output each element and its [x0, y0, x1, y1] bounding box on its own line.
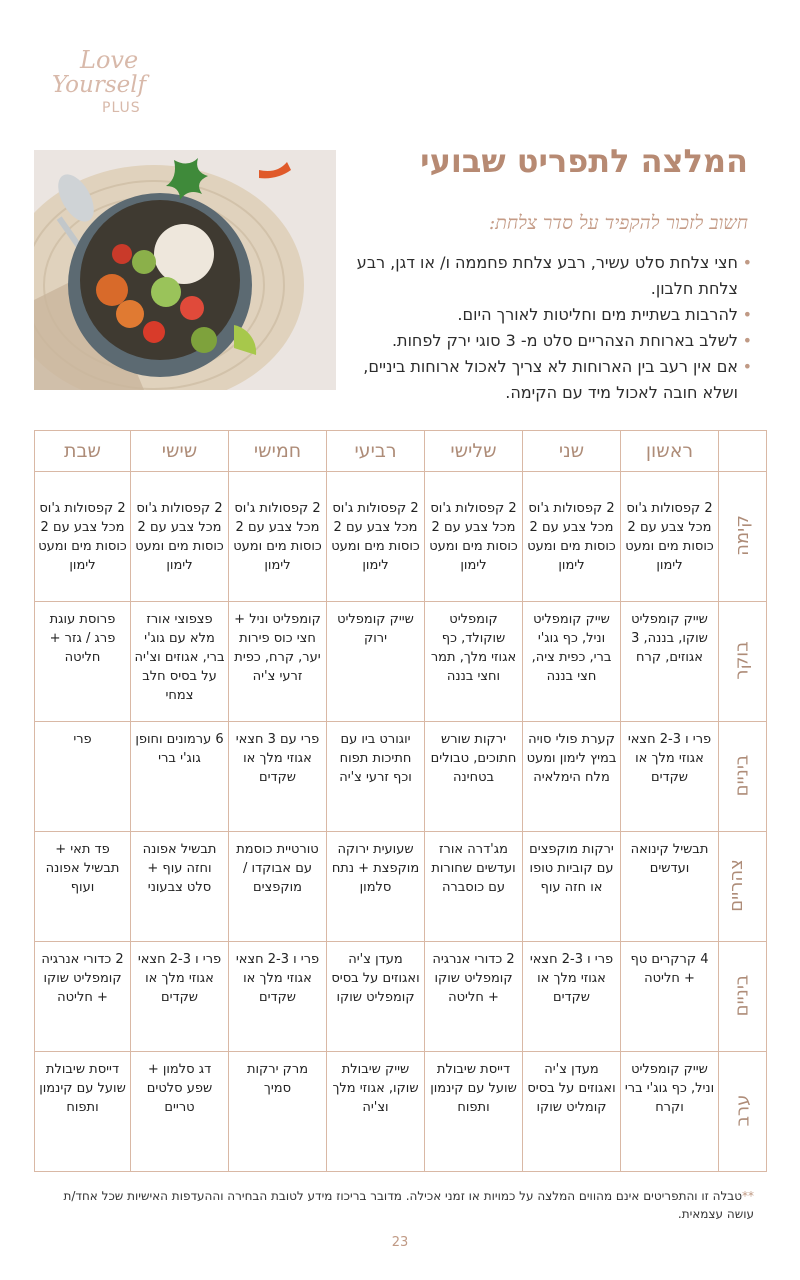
table-cell: שייק קומפליט שוקו, בננה, 3 אגוזים, קרח [621, 602, 719, 722]
table-cell: 2 קפסולות ג'וס מכל צבע עם 2 כוסות מים ומעט לימון [229, 472, 327, 602]
day-header: שבת [35, 431, 131, 472]
days-header-row [35, 431, 767, 472]
table-cell: פד תאי + תבשיל אפונה ועוף [35, 832, 131, 942]
food-bowl-illustration [34, 150, 336, 390]
weekly-menu-table [34, 430, 767, 1172]
table-cell: תבשיל קינואה ועדשים [621, 832, 719, 942]
meal-label-cell [719, 722, 767, 832]
table-cell: שעועית ירוקה מוקפצת + נתח סלמון [327, 832, 425, 942]
table-row [35, 942, 767, 1052]
day-header: שישי [131, 431, 229, 472]
corner-cell [719, 431, 767, 472]
meal-label-cell [719, 602, 767, 722]
table-row [35, 832, 767, 942]
table-cell: תבשיל אפונה וחזה עוף + סלט צבעוני [131, 832, 229, 942]
guideline-item: • להרבות בשתיית מים וחליטות לאורך היום. [352, 302, 752, 328]
logo-line-plus: PLUS [102, 100, 141, 116]
day-header: שלישי [425, 431, 523, 472]
footnote-text: טבלה זו והתפריטים אינם מהווים המלצה על כמויות או זמני אכילה. מדובר בריכוז מידע לטובת הבחירה וההעדפות האישיות שכל אחד/ת עושה עצמאית. [63, 1189, 754, 1221]
table-cell: מעדן צ'יה ואגוזים על בסיס קומליט שוקו [523, 1052, 621, 1172]
table-cell: מרק ירקות סמיך [229, 1052, 327, 1172]
table-cell: 2 קפסולות ג'וס מכל צבע עם 2 כוסות מים ומעט לימון [327, 472, 425, 602]
table-cell: שייק קומפליט ירוק [327, 602, 425, 722]
table-cell: פרי ו 2-3 חצאי אגוזי מלך או שקדים [229, 942, 327, 1052]
meal-label: ביניים [731, 754, 753, 797]
meal-label: קימה [732, 515, 753, 556]
logo-line-love: Love [80, 46, 139, 74]
meal-label-cell [719, 472, 767, 602]
table-cell: קומפליט וניל + חצי כוס פירות יער, קרח, כפית זרעי צ'יה [229, 602, 327, 722]
table-cell: דייסת שיבולת שועל עם קינמון ותפוח [425, 1052, 523, 1172]
table-cell: 2 קפסולות ג'וס מכל צבע עם 2 כוסות מים ומעט לימון [131, 472, 229, 602]
meal-label: צהריים [726, 859, 748, 912]
table-cell: פרי ו 2-3 חצאי אגוזי מלך או שקדים [621, 722, 719, 832]
meal-label: בוקר [732, 641, 753, 680]
table-cell: 2 קפסולות ג'וס מכל צבע עם 2 כוסות מים ומעט לימון [523, 472, 621, 602]
table-cell: 2 קפסולות ג'וס מכל צבע עם 2 כוסות מים ומעט לימון [621, 472, 719, 602]
table-cell: ירקות מוקפצים עם קוביות טופו או חזה עוף [523, 832, 621, 942]
table-row [35, 722, 767, 832]
table-cell: קערת פולי סויה במיץ לימון ומעט מלח הימלאיה [523, 722, 621, 832]
footnote-marker: ** [742, 1189, 754, 1203]
guideline-item: • חצי צלחת סלט עשיר, רבע צלחת פחממה ו/ או דגן, רבע צלחת חלבון. [352, 250, 752, 302]
table-cell: ירקות שורש חתוכים, טבולים בטחינה [425, 722, 523, 832]
plate-order-subtitle: חשוב לזכור להקפיד על סדר צלחת: [488, 212, 748, 234]
table-cell: פרי ו 2-3 חצאי אגוזי מלך או שקדים [523, 942, 621, 1052]
page-number: 23 [391, 1235, 409, 1250]
table-cell: פרי עם 3 חצאי אגוזי מלך או שקדים [229, 722, 327, 832]
meal-label: ערב [732, 1094, 753, 1127]
table-cell: 2 כדורי אנרגיה קומפליט שוקו + חליטה [35, 942, 131, 1052]
table-cell: 2 קפסולות ג'וס מכל צבע עם 2 כוסות מים ומעט לימון [425, 472, 523, 602]
table-cell: מג'דרה אורז ועדשים שחורות עם כוסברה [425, 832, 523, 942]
page-title: המלצה לתפריט שבועי [420, 142, 748, 180]
day-header: שני [523, 431, 621, 472]
guideline-item: • לשלב בארוחת הצהריים סלט מ- 3 סוגי ירק לפחות. [352, 328, 752, 354]
table-cell: טורטיית כוסמת עם אבוקדו / מוקפצים [229, 832, 327, 942]
guidelines-list [352, 250, 752, 406]
meal-label-cell [719, 1052, 767, 1172]
disclaimer-footnote [34, 1187, 754, 1223]
day-header: חמישי [229, 431, 327, 472]
table-cell: שייק שיבולת שוקו, אגוזי מלך וצ'יה [327, 1052, 425, 1172]
table-cell: פרוסת עוגת פרג / גזר + חליטה [35, 602, 131, 722]
table-cell: יוגורט ביו עם חתיכות תפוח וכף זרעי צ'יה [327, 722, 425, 832]
meal-label-cell [719, 832, 767, 942]
table-row [35, 602, 767, 722]
day-header: רביעי [327, 431, 425, 472]
table-row [35, 472, 767, 602]
day-header: ראשון [621, 431, 719, 472]
food-bowl-photo [34, 150, 336, 390]
table-row [35, 1052, 767, 1172]
brand-logo [48, 46, 158, 126]
guideline-item: • אם אין רעב בין הארוחות לא צריך לאכול ארוחות ביניים, ושלא חובה לאכול מיד עם הקימה. [352, 354, 752, 406]
table-cell: 6 ערמונים וחופן גוג'י ברי [131, 722, 229, 832]
table-cell: מעדן צ'יה ואגוזים על בסיס קומפליט שוקו [327, 942, 425, 1052]
table-cell: פרי [35, 722, 131, 832]
logo-line-yourself: Yourself [52, 72, 147, 98]
table-cell: 2 קפסולות ג'וס מכל צבע עם 2 כוסות מים ומעט לימון [35, 472, 131, 602]
table-cell: שייק קומפליט וניל, כף גוג'י ברי, כפית ציה, חצי בננה [523, 602, 621, 722]
table-cell: דג סלמון + שפע סלטים טריים [131, 1052, 229, 1172]
meal-label: ביניים [731, 974, 753, 1017]
table-cell: 4 קרקרים טף + חליטה [621, 942, 719, 1052]
table-cell: פצפוצי אורז מלא עם גוג'י ברי, אגוזים וצ'יה על בסיס חלב צמחי [131, 602, 229, 722]
table-cell: שייק קומפליט וניל, כף גוג'י ברי וקרח [621, 1052, 719, 1172]
meal-label-cell [719, 942, 767, 1052]
table-cell: 2 כדורי אנרגיה קומפליט שוקו + חליטה [425, 942, 523, 1052]
table-cell: דייסת שיבולת שועל עם קינמון ותפוח [35, 1052, 131, 1172]
table-cell: קומפליט שוקולד, כף אגוזי מלך, תמר וחצי בננה [425, 602, 523, 722]
table-cell: פרי ו 2-3 חצאי אגוזי מלך או שקדים [131, 942, 229, 1052]
